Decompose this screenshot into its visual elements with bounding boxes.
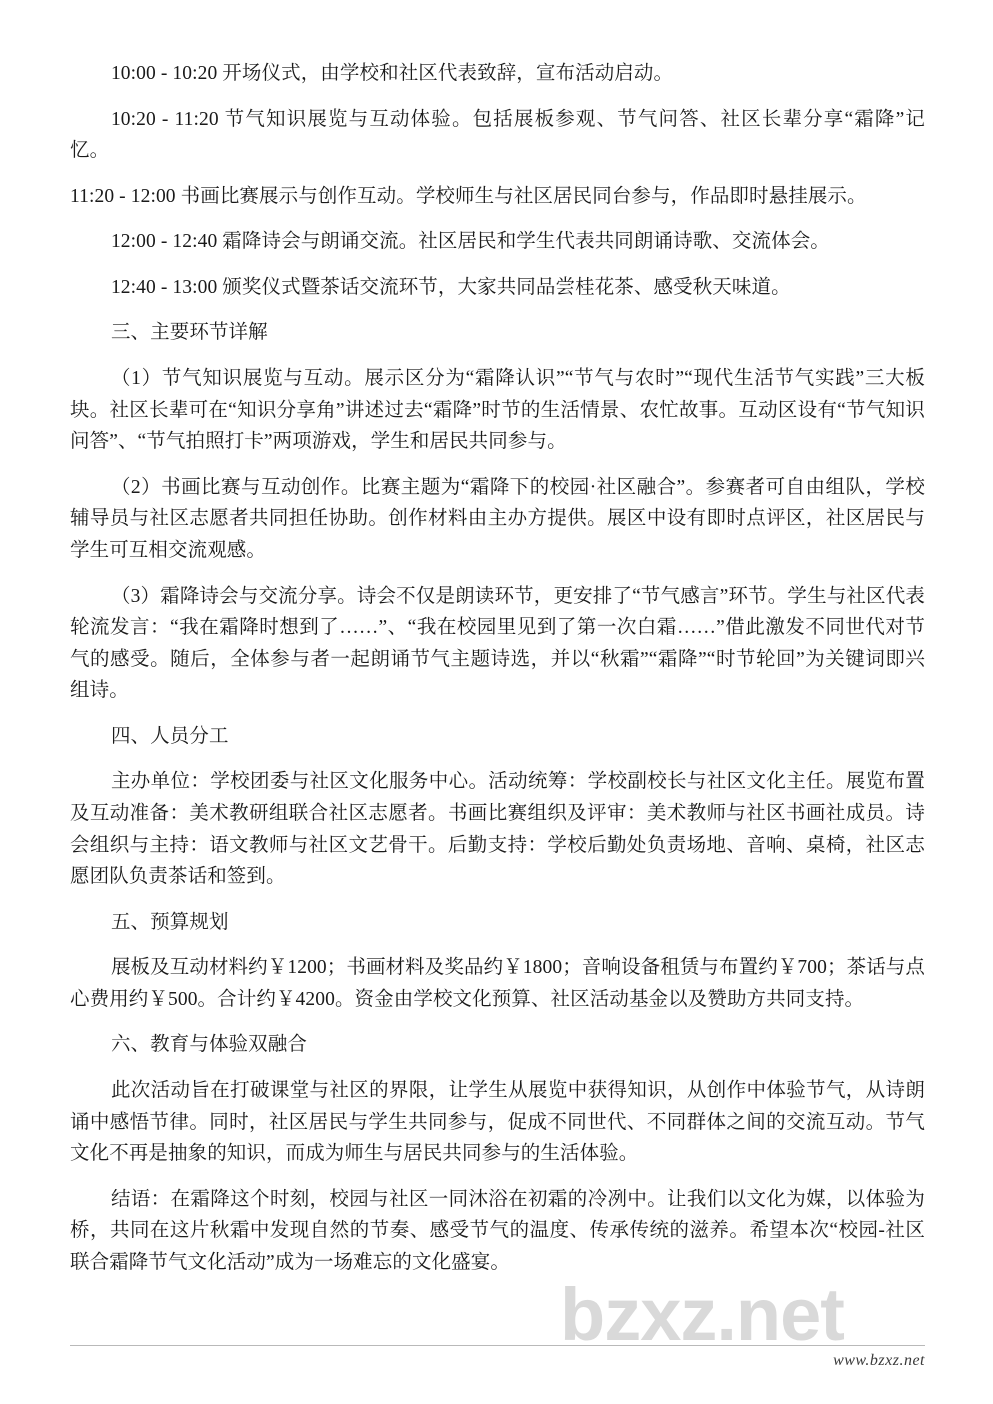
conclusion-paragraph: 结语：在霜降这个时刻，校园与社区一同沐浴在初霜的冷冽中。让我们以文化为媒，以体验为桥，共同在这片秋霜中发现自然的节奏、感受节气的温度、传承传统的滋养。希望本次“校园-社区联合霜降节气文化活动”成为一场难忘的文化盛宴。 — [70, 1188, 925, 1273]
section-3-item-1: （1）节气知识展览与互动。展示区分为“霜降认识”“节气与农时”“现代生活节气实践”三大板块。社区长辈可在“知识分享角”讲述过去“霜降”时节的生活情景、农忙故事。互动区设有“节气知识问答”、“节气拍照打卡”两项游戏，学生和居民共同参与。 — [70, 368, 925, 453]
footer-divider — [70, 1345, 925, 1346]
section-5-body: 展板及互动材料约￥1200；书画材料及奖品约￥1800；音响设备租赁与布置约￥700；茶话与点心费用约￥500。合计约￥4200。资金由学校文化预算、社区活动基金以及赞助方共同支持。 — [70, 957, 925, 1010]
schedule-line-3: 11:20 - 12:00 书画比赛展示与创作互动。学校师生与社区居民同台参与，作品即时悬挂展示。 — [70, 185, 867, 207]
section-6-body: 此次活动旨在打破课堂与社区的界限，让学生从展览中获得知识，从创作中体验节气，从诗朗诵中感悟节律。同时，社区居民与学生共同参与，促成不同世代、不同群体之间的交流互动。节气文化不再是抽象的知识，而成为师生与居民共同参与的生活体验。 — [70, 1080, 925, 1165]
section-heading-3: 三、主要环节详解 — [110, 322, 268, 344]
section-4-body: 主办单位：学校团委与社区文化服务中心。活动统筹：学校副校长与社区文化主任。展览布置及互动准备：美术教研组联合社区志愿者。书画比赛组织及评审：美术教师与社区书画社成员。诗会组织与主持：语文教师与社区文艺骨干。后勤支持：学校后勤处负责场地、音响、桌椅，社区志愿团队负责茶话和签到。 — [70, 771, 925, 888]
section-heading-6: 六、教育与体验双融合 — [110, 1034, 307, 1056]
section-3-item-3: （3）霜降诗会与交流分享。诗会不仅是朗读环节，更安排了“节气感言”环节。学生与社区代表轮流发言：“我在霜降时想到了……”、“我在校园里见到了第一次白霜……”借此激发不同世代对节气的感受。随后，全体参与者一起朗诵节气主题诗选，并以“秋霜”“霜降”“时节轮回”为关键词即兴组诗。 — [70, 585, 925, 702]
schedule-line-4: 12:00 - 12:40 霜降诗会与朗诵交流。社区居民和学生代表共同朗诵诗歌、交流体会。 — [110, 231, 830, 253]
schedule-line-5: 12:40 - 13:00 颁奖仪式暨茶话交流环节，大家共同品尝桂花茶、感受秋天味道。 — [110, 276, 791, 298]
document-body — [70, 58, 925, 1293]
schedule-line-1: 10:00 - 10:20 开场仪式，由学校和社区代表致辞，宣布活动启动。 — [110, 63, 674, 84]
watermark-text: bzxz.net — [560, 1273, 844, 1356]
section-heading-4: 四、人员分工 — [110, 725, 229, 747]
section-3-item-2: （2）书画比赛与互动创作。比赛主题为“霜降下的校园·社区融合”。参赛者可自由组队，学校辅导员与社区志愿者共同担任协助。创作材料由主办方提供。展区中设有即时点评区，社区居民与学生可互相交流观感。 — [70, 476, 925, 561]
footer-url: www.bzxz.net — [833, 1352, 925, 1369]
section-heading-5: 五、预算规划 — [110, 911, 229, 933]
schedule-line-2: 10:20 - 11:20 节气知识展览与互动体验。包括展板参观、节气问答、社区长辈分享“霜降”记忆。 — [70, 108, 925, 162]
